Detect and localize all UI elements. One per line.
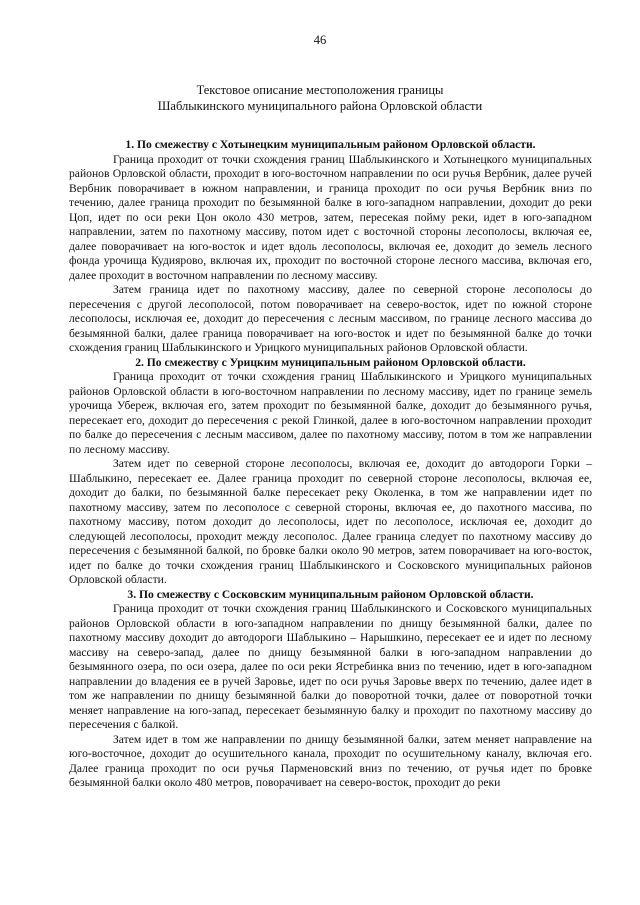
- document-body: [69, 138, 592, 791]
- section-1-paragraph-2: Затем граница идет по пахотному массиву, далее по северной стороне лесополосы до пересечения с другой лесополосой, потом поворачивает на северо-восток, идет по южной стороне лесополосы, исключая ее, доходит до пересечения с лесным массивом, по границе лесного массива до безымянной балки, далее граница поворачивает на юго-восток и идет по безымянной балке до точки схождения границ Шаблыкинского и Урицкого муниципальных районов Орловской области.: [69, 283, 592, 354]
- document-title: [0, 82, 640, 114]
- section-3-paragraph-2: Затем идет в том же направлении по днищу безымянной балки, затем меняет направление на юго-восточное, доходит до осушительного канала, проходит по осушительному каналу, включая его. Далее граница проходит по оси ручья Парменовский вниз по течению, от ручья идет по бровке безымянной балки около 480 метров, поворачивает на северо-восток, проходит до реки: [69, 732, 592, 789]
- section-1-paragraph-1: Граница проходит от точки схождения границ Шаблыкинского и Хотынецкого муниципальных районов Орловской области, проходит в юго-восточном направлении по оси ручья Вербник, далее ручей Вербник поворачивает в южном направлении, и граница проходит по оси ручья Вербник вниз по течению, далее граница проходит по безымянной балке в юго-западном направлении, доходит до реки Цоп, идет по оси реки Цон около 430 метров, затем, пересекая пойму реки, идет в юго-западном направлении, затем по пахотному массиву, потом идет с восточной стороны лесополосы, включая ее, далее поворачивает на юго-восток и идет вдоль лесополосы, включая ее, доходит до земель лесного фонда урочища Кудиярово, включая их, проходит по восточной стороне лесного массива, включая его, далее проходит в восточном направлении по лесному массиву.: [69, 152, 592, 282]
- section-2-paragraph-1: Граница проходит от точки схождения границ Шаблыкинского и Урицкого муниципальных районов Орловской области в юго-восточном направлении по лесному массиву, идет по границе земель урочища Убереж, включая его, затем проходит по безымянной балке, доходит до безымянного ручья, пересекает его, доходит до пересечения с рекой Глинкой, далее в юго-восточном направлении проходит по балке до пересечения с лесным массивом, далее по пахотному массиву, потом в том же направлении по лесному массиву.: [69, 370, 592, 456]
- section-3-heading: 3. По смежеству с Сосковским муниципальным районом Орловской области.: [127, 587, 534, 601]
- section-2-heading: 2. По смежеству с Урицким муниципальным районом Орловской области.: [135, 355, 526, 369]
- section-3-paragraph-1: Граница проходит от точки схождения границ Шаблыкинского и Сосковского муниципальных районов Орловской области в юго-западном направлении по днищу безымянной балки, далее по пахотному массиву доходит до автодороги Шаблыкино – Нарышкино, пересекает ее и идет по лесному массиву на северо-запад, далее по днищу безымянной балки в юго-западном направлении до безымянного озера, по оси озера, далее по оси реки Ястребинка вниз по течению, идет в юго-западном направлении до владения ее в ручей Заровье, идет по оси ручья Заровье вверх по течению, далее идет в том же направлении по днищу безымянной балки до поворотной точки, далее от поворотной точки меняет направление на юго-запад, пересекает безымянную балку и проходит по пахотному массиву до пересечения с балкой.: [69, 602, 592, 731]
- section-1-heading: 1. По смежеству с Хотынецким муниципальным районом Орловской области.: [125, 138, 536, 151]
- page-number: 46: [313, 33, 327, 47]
- title-line-2: Шаблыкинского муниципального района Орловской области: [157, 99, 483, 113]
- title-line-1: Текстовое описание местоположения границы: [196, 83, 444, 97]
- section-2-paragraph-2: Затем идет по северной стороне лесополосы, включая ее, доходит до автодороги Горки – Шаблыкино, пересекает ее. Далее граница проходит по северной стороне лесополосы, включая ее, доходит до балки, по безымянной балке пересекает реку Околенка, в том же направлении идет по пахотному массиву, затем по лесополосе с северной стороны, включая ее, до пахотного массива, по пахотному массиву, потом доходит до лесополосы, идет по лесополосе, исключая ее, доходит до следующей лесополосы, проходит между лесополос. Далее граница следует по пахотному массиву до пересечения с безымянной балкой, по бровке балки около 90 метров, затем поворачивает на юго-восток, идет по балке до точки схождения границ Шаблыкинского и Сосковского муниципальных районов Орловской области.: [69, 457, 592, 586]
